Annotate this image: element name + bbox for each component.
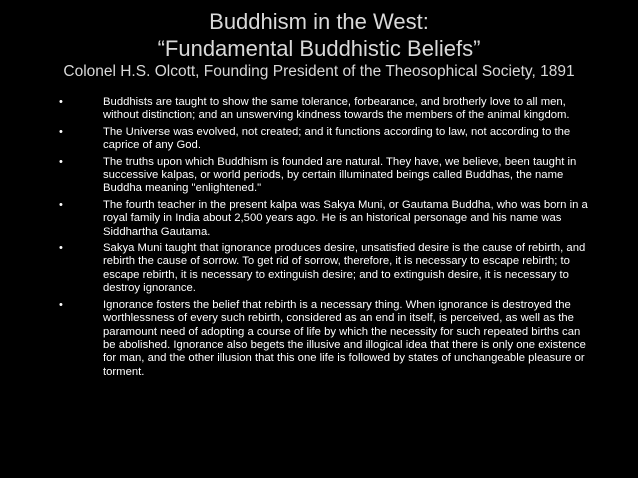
bullet-text: Buddhists are taught to show the same tolerance, forbearance, and brotherly love to all men, without distinction; and an unswerving kindness towards the members of the animal kingdom.: [103, 96, 570, 122]
bullet-icon: •: [59, 155, 63, 168]
bullet-icon: •: [59, 298, 63, 311]
bullet-item: [54, 299, 594, 379]
bullet-text: The fourth teacher in the present kalpa was Sakya Muni, or Gautama Buddha, who was born in a royal family in India about 2,500 years ago. He is an historical personage and his name was Siddhartha Gautama.: [103, 198, 588, 238]
bullet-text: Ignorance fosters the belief that rebirth is a necessary thing. When ignorance is destroyed the worthlessness of every such rebirth, considered as an end in itself, is perceived, as well as the paramount need of adopting a course of life by which the necessity for such repeated births can be abolished. Ignorance also begets the illusive and illogical idea that there is only one existence for man, and the other illusion that this one life is followed by states of unchangeable pleasure or torment.: [103, 298, 586, 378]
slide-title-line-1: Buddhism in the West:: [209, 9, 429, 34]
title-block: [0, 8, 638, 81]
bullet-text: Sakya Muni taught that ignorance produces desire, unsatisfied desire is the cause of rebirth, and rebirth the cause of sorrow. To get rid of sorrow, therefore, it is necessary to escape rebirth; to escape rebirth, it is necessary to extinguish desire; and to extinguish desire, it is necessary to destroy ignorance.: [103, 242, 586, 295]
bullet-icon: •: [59, 96, 63, 108]
bullet-item: [54, 156, 594, 196]
bullet-item: [54, 242, 594, 296]
bullet-text: The truths upon which Buddhism is founded are natural. They have, we believe, been taught in successive kalpas, or world periods, by certain illuminated beings called Buddhas, the name Buddha meaning "enlightened.": [103, 155, 577, 195]
bullet-icon: •: [59, 125, 63, 138]
bullet-list: [54, 96, 594, 382]
slide-title-line-2: “Fundamental Buddhistic Beliefs”: [157, 36, 481, 61]
bullet-item: [54, 126, 594, 153]
bullet-icon: •: [59, 242, 63, 255]
bullet-item: [54, 199, 594, 239]
bullet-item: [54, 96, 594, 123]
bullet-icon: •: [59, 198, 63, 211]
slide-subtitle: Colonel H.S. Olcott, Founding President of the Theosophical Society, 1891: [63, 63, 575, 80]
bullet-text: The Universe was evolved, not created; and it functions according to law, not according to the caprice of any God.: [103, 125, 571, 152]
